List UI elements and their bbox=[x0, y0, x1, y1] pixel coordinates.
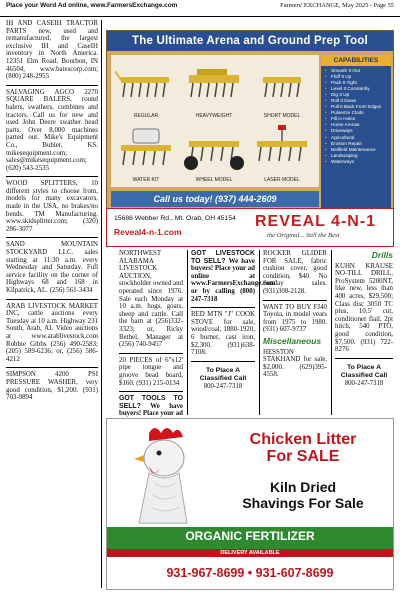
capabilities-list bbox=[321, 68, 391, 165]
section-heading: Drills bbox=[371, 250, 393, 260]
machine-short-image bbox=[251, 61, 313, 113]
capability-item: • Waterways bbox=[331, 159, 391, 165]
subheadline-line: Kiln Dried bbox=[269, 479, 337, 495]
arena-tool-ad bbox=[106, 30, 394, 210]
capability-item: • Ballfield Maintenance bbox=[331, 147, 391, 153]
capability-item: • Smooth It Out bbox=[331, 68, 391, 74]
cta-line: To Place A bbox=[347, 363, 381, 371]
column-divider bbox=[101, 20, 102, 588]
header-issue: Farmers' EXCHANGE, May 2025 - Page 55 bbox=[280, 2, 394, 9]
classified-ad: HESSTON STAKHAND for sale, $2,000. (629)395-4558. bbox=[263, 348, 327, 379]
divider bbox=[263, 300, 327, 301]
divider bbox=[6, 367, 98, 368]
divider bbox=[6, 299, 98, 300]
machine-gallery bbox=[111, 55, 319, 187]
delivery-banner: DELIVERY AVAILABLE bbox=[107, 549, 393, 557]
header-web-link[interactable]: Place your Word Ad online, www.FarmersExchange.com bbox=[6, 2, 178, 9]
machine-wheel-image bbox=[183, 123, 245, 175]
subheadline-line: Shavings For Sale bbox=[242, 495, 364, 511]
classified-ad: IH AND CASEIH TRACTOR PARTS new, used and remanufactured, the largest exclusive IH and CaseIH inventory in North America. 12351 Elm Road, Bourbon, IN 46504, www.batescorp.com; (800) 248-2955 bbox=[6, 20, 98, 81]
capability-item: • Landscaping bbox=[331, 153, 391, 159]
column-1 bbox=[6, 20, 98, 406]
divider bbox=[191, 307, 255, 308]
capability-item: • Fill in Holes bbox=[331, 116, 391, 122]
page-header bbox=[0, 0, 400, 17]
capability-item: • Pull It Back From Edges bbox=[331, 104, 391, 110]
promo-body: We have buyers! Place your ad online at www.FarmersExchange.com or by calling (800) 247-7318 bbox=[191, 257, 276, 303]
cta-line: To Place A bbox=[206, 366, 240, 374]
classified-ad: KUHN KRAUSE NO-TILL DRILL, ProSystem 5200NT, like new, less than 400 acres, $29,500; Class disc 3050 TC plus, 10.5' cut, conditioner flail, 2pt hitch, 540 PTO, good condition, $7,500. (931) 722-8276 bbox=[335, 262, 393, 354]
cta-line: Classified Call bbox=[340, 371, 388, 379]
capability-item: • Roll It Down bbox=[331, 98, 391, 104]
classified-ad: WANT TO BUY FJ40 Toyota, in model years from 1975 to 1980. (931) 607-9737 bbox=[263, 303, 327, 334]
place-classified-cta bbox=[335, 364, 393, 388]
capability-item: • Fluff It Up bbox=[331, 74, 391, 80]
promo-ad bbox=[191, 250, 276, 303]
arena-ad-title: The Ultimate Arena and Ground Prep Tool bbox=[107, 31, 393, 51]
classified-ad: WOOD SPLITTERS, 10 different styles to choose from, models for many excavators, made in the USA, no brakes/no bends. TM Manufacturing. www.skidsplitter.com; (320) 286-3077 bbox=[6, 180, 98, 233]
cta-phone: 800-247-7318 bbox=[344, 379, 384, 387]
headline-line: For SALE bbox=[266, 448, 340, 465]
capability-item: • Erosion Repair bbox=[331, 141, 391, 147]
cta-phone: 800-247-7318 bbox=[203, 382, 243, 390]
machine-label: SHORT MODEL bbox=[263, 113, 301, 119]
chicken-ad-phones: 931-967-8699 • 931-607-8699 bbox=[107, 559, 393, 587]
capability-item: • Driveways bbox=[331, 128, 391, 134]
divider bbox=[6, 176, 98, 177]
classified-ad: NORTHWEST ALABAMA LIVESTOCK AUCTION, stockholder owned and operated since 1976. Sale each Monday at 10 a.m. hogs, goats, sheep and cattle. Call the barn at (256)332-3323; or, Ricky Bethel, Manager at (256) 740-9457 bbox=[119, 250, 183, 349]
machine-label: WHEEL MODEL bbox=[195, 177, 233, 183]
column-4 bbox=[263, 250, 327, 383]
capability-item: • Horse Arenas bbox=[331, 122, 391, 128]
classified-ad: ARAB LIVESTOCK MARKET INC, cattle auctions every Tuesday at 10 a.m. Highway 231 South, Arab, AL Video auctions at www.arablivestock.com Robbie Gibbs (256) 490-2583; (205) 589-6236; or, (256) 586-4212 bbox=[6, 302, 98, 363]
headline-line: Chicken Litter bbox=[249, 431, 357, 448]
shavings-headline bbox=[215, 479, 391, 511]
reveal-tagline: the Original... Still the Best bbox=[267, 232, 340, 239]
classified-ad: ROCKER GLIDER FOR SALE, fabric cushion cover, good condition, $40. No Sunday sales. (931)308-2128. bbox=[263, 250, 327, 295]
machine-label: LASER MODEL bbox=[264, 177, 300, 183]
divider bbox=[191, 361, 255, 362]
machine-water-kit-image bbox=[115, 123, 177, 175]
column-3 bbox=[191, 250, 276, 391]
reveal-ad bbox=[106, 208, 394, 247]
capability-item: • Pack It Tight bbox=[331, 80, 391, 86]
classified-ad: SIMPSON 4200 PSI PRESSURE WASHER, very good condition, $1,200. (931) 703-9894 bbox=[6, 371, 98, 402]
column-divider bbox=[331, 250, 332, 415]
cta-line: Classified Call bbox=[199, 374, 247, 382]
rooster-image bbox=[109, 423, 213, 527]
chicken-litter-headline bbox=[215, 431, 391, 465]
capability-item: • Level It Constantly bbox=[331, 86, 391, 92]
capability-item: • Dig It Up bbox=[331, 92, 391, 98]
capabilities-title: CAPABILITIES bbox=[321, 55, 391, 66]
reveal-address: 15686 Webber Rd., Mt. Orab, OH 45154 bbox=[114, 215, 236, 222]
classified-ad: SAND MOUNTAIN STOCKYARD LLC. sales starting at 11:30 a.m. every Wednesday and Saturday. Full service facility on the corner of Highways 68 and 168 in Kilpatrick, AL. (256) 561-3434 bbox=[6, 241, 98, 294]
machine-label: WATER KIT bbox=[132, 177, 160, 183]
promo-lead: GOT LIVESTOCK TO SELL? bbox=[191, 250, 255, 265]
reveal-website-link[interactable]: Reveal4-n-1.com bbox=[114, 227, 182, 237]
column-5 bbox=[335, 250, 393, 388]
divider bbox=[119, 391, 183, 392]
classified-ad: 20 PIECES of 6"x12' pipe tongue and groove bead board, $160. (931) 215-0134 bbox=[119, 356, 183, 387]
section-heading: Miscellaneous bbox=[263, 335, 322, 346]
reveal-logo: REVEAL 4-N-1 bbox=[255, 213, 377, 230]
capability-item: • Pulverize Clods bbox=[331, 110, 391, 116]
capabilities-box bbox=[321, 55, 391, 209]
machine-label: REGULAR bbox=[133, 113, 159, 119]
promo-lead: GOT TOOLS TO SELL? bbox=[119, 395, 183, 410]
divider bbox=[119, 353, 183, 354]
capability-item: • Agricultural bbox=[331, 135, 391, 141]
machine-heavyweight-image bbox=[183, 61, 245, 113]
promo-body: We have buyers! Place your ad bbox=[119, 402, 183, 418]
organic-fertilizer-bar: ORGANIC FERTILIZER bbox=[107, 527, 393, 549]
divider bbox=[335, 358, 393, 359]
machine-laser-image bbox=[251, 123, 313, 175]
machine-label: HEAVYWEIGHT bbox=[195, 113, 233, 119]
place-classified-cta bbox=[191, 367, 255, 391]
chicken-litter-ad bbox=[106, 418, 394, 590]
column-divider bbox=[259, 250, 260, 415]
classified-ad: RED MTN "J" COOK STOVE for sale, wood/coal, 1880-1920, 6 burner, cast iron, $2,300. (931)638-7108. bbox=[191, 311, 255, 357]
divider bbox=[6, 85, 98, 86]
classified-ad: SALVAGING AGCO 2270 SQUARE BALERS, round balers, swathers, combines and tractors. Call us for new and used John Deere swather head parts. Over 8,000 machines parted out. Mike's Equipment Co., Buhler, KS. mikesequipment.com; sales@mikesequipment.com; (620) 543-2535 bbox=[6, 88, 98, 172]
machine-regular-image bbox=[115, 61, 177, 113]
column-divider bbox=[187, 250, 188, 415]
divider bbox=[6, 237, 98, 238]
call-us-banner: Call us today! (937) 444-2609 bbox=[111, 191, 319, 207]
